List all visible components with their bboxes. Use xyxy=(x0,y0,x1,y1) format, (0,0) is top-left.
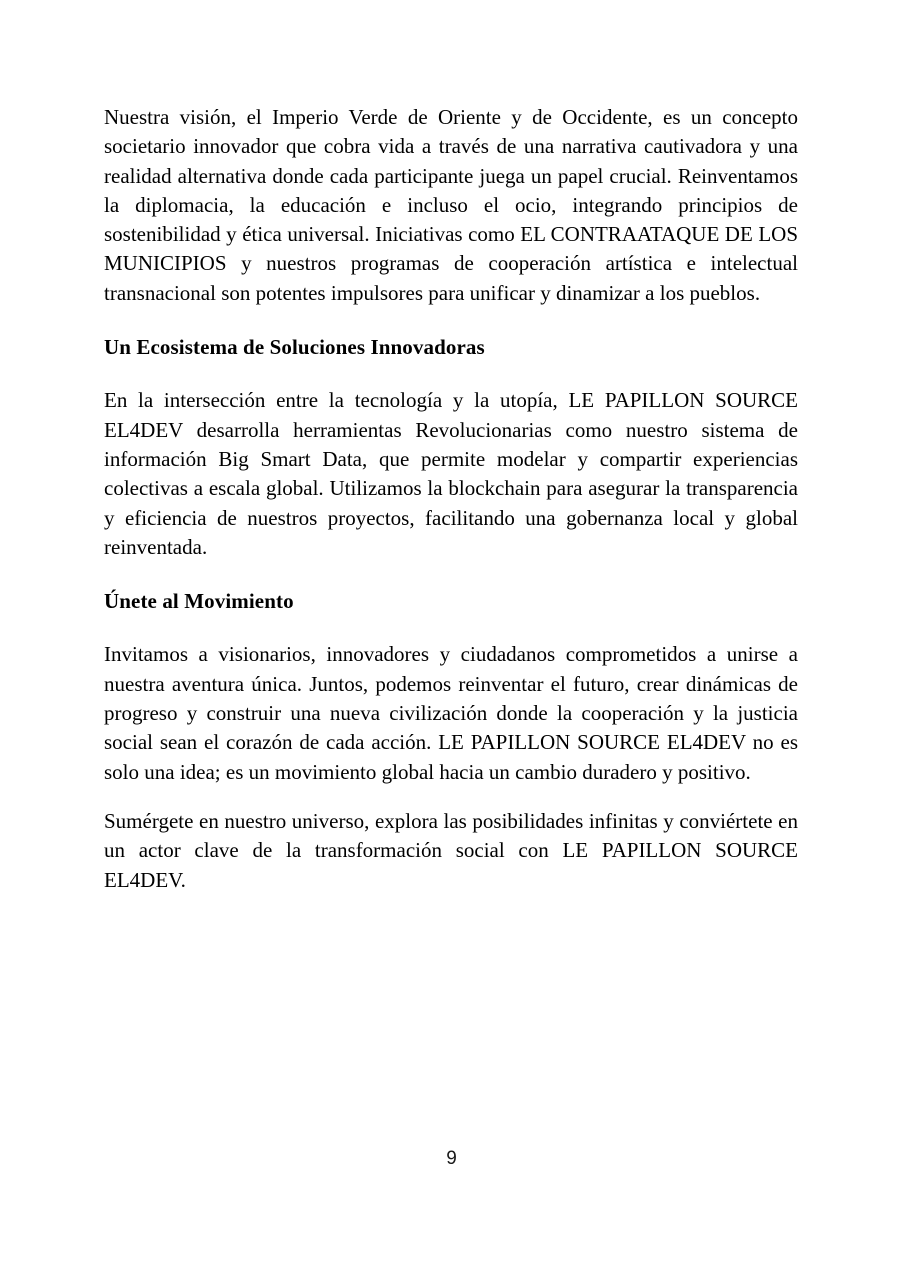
page-number: 9 xyxy=(446,1148,457,1169)
paragraph-tecnologia-utopia: En la intersección entre la tecnología y la utopía, LE PAPILLON SOURCE EL4DEV desarrolla herramientas Revolucionarias como nuestro sistema de información Big Smart Data, que permite modelar y compartir experiencias colectivas a escala global. Utilizamos la blockchain para asegurar la transparencia y eficiencia de nuestros proyectos, facilitando una gobernanza local y global reinventada. xyxy=(104,388,798,559)
heading-ecosistema-soluciones-innovadoras: Un Ecosistema de Soluciones Innovadoras xyxy=(104,335,485,360)
page-body-column xyxy=(104,103,798,895)
paragraph-sumergete-universo: Sumérgete en nuestro universo, explora las posibilidades infinitas y conviértete en un actor clave de la transformación social con LE PAPILLON SOURCE EL4DEV. xyxy=(104,808,798,892)
paragraph-vision: Nuestra visión, el Imperio Verde de Oriente y de Occidente, es un concepto societario innovador que cobra vida a través de una narrativa cautivadora y una realidad alternativa donde cada participante juega un papel crucial. Reinventamos la diplomacia, la educación e incluso el ocio, integrando principios de sostenibilidad y ética universal. Iniciativas como EL CONTRAATAQUE DE LOS MUNICIPIOS y nuestros programas de cooperación artística e intelectual transnacional son potentes impulsores para unificar y dinamizar a los pueblos. xyxy=(104,105,798,305)
heading-unete-al-movimiento: Únete al Movimiento xyxy=(104,589,294,614)
paragraph-invitamos-visionarios: Invitamos a visionarios, innovadores y ciudadanos comprometidos a unirse a nuestra aventura única. Juntos, podemos reinventar el futuro, crear dinámicas de progreso y construir una nueva civilización donde la cooperación y la justicia social sean el corazón de cada acción. LE PAPILLON SOURCE EL4DEV no es solo una idea; es un movimiento global hacia un cambio duradero y positivo. xyxy=(104,642,798,784)
